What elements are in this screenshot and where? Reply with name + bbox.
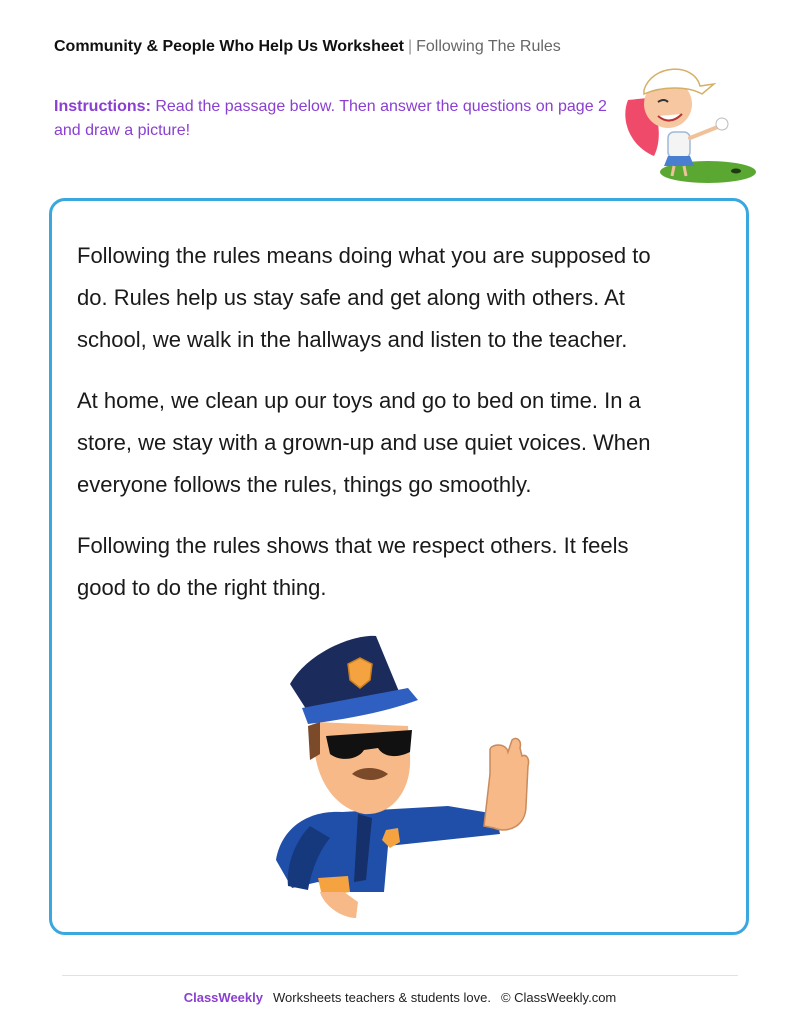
header-separator: |: [407, 38, 413, 55]
worksheet-subtitle: Following The Rules: [416, 38, 561, 55]
police-raised-hand: [484, 738, 529, 830]
girl-shirt: [668, 132, 690, 158]
instructions: [54, 95, 614, 143]
girl-leg: [684, 166, 686, 176]
footer-divider: [62, 975, 738, 976]
police-fist: [320, 892, 358, 918]
passage-paragraph: Following the rules means doing what you are supposed to do. Rules help us stay safe and get along with others. At school, we walk in the hallways and listen to the teacher.: [77, 243, 651, 352]
footer-brand: ClassWeekly: [183, 990, 263, 1005]
golf-ball-icon: [716, 118, 728, 130]
girl-leg: [672, 166, 674, 176]
instructions-label: Instructions:: [54, 98, 151, 115]
golfer-girl-illustration: [618, 54, 758, 186]
footer-copyright: © ClassWeekly.com: [500, 990, 617, 1005]
girl-skirt: [664, 156, 694, 166]
girl-arm: [690, 126, 720, 138]
golf-hole: [731, 169, 741, 174]
footer: [0, 990, 800, 1005]
passage-paragraph: Following the rules shows that we respect others. It feels good to do the right thing.: [77, 533, 629, 600]
footer-tagline: Worksheets teachers & students love.: [272, 990, 491, 1005]
police-hair: [308, 722, 320, 760]
passage-paragraph: At home, we clean up our toys and go to bed on time. In a store, we stay with a grown-up and use quiet voices. When everyone follows the rules, things go smoothly.: [77, 388, 651, 497]
instructions-text: Read the passage below. Then answer the questions on page 2 and draw a picture!: [54, 98, 607, 139]
reading-passage: [77, 235, 677, 628]
worksheet-header: [54, 38, 561, 56]
worksheet-title: Community & People Who Help Us Worksheet: [54, 38, 404, 55]
police-officer-illustration: [268, 630, 538, 925]
